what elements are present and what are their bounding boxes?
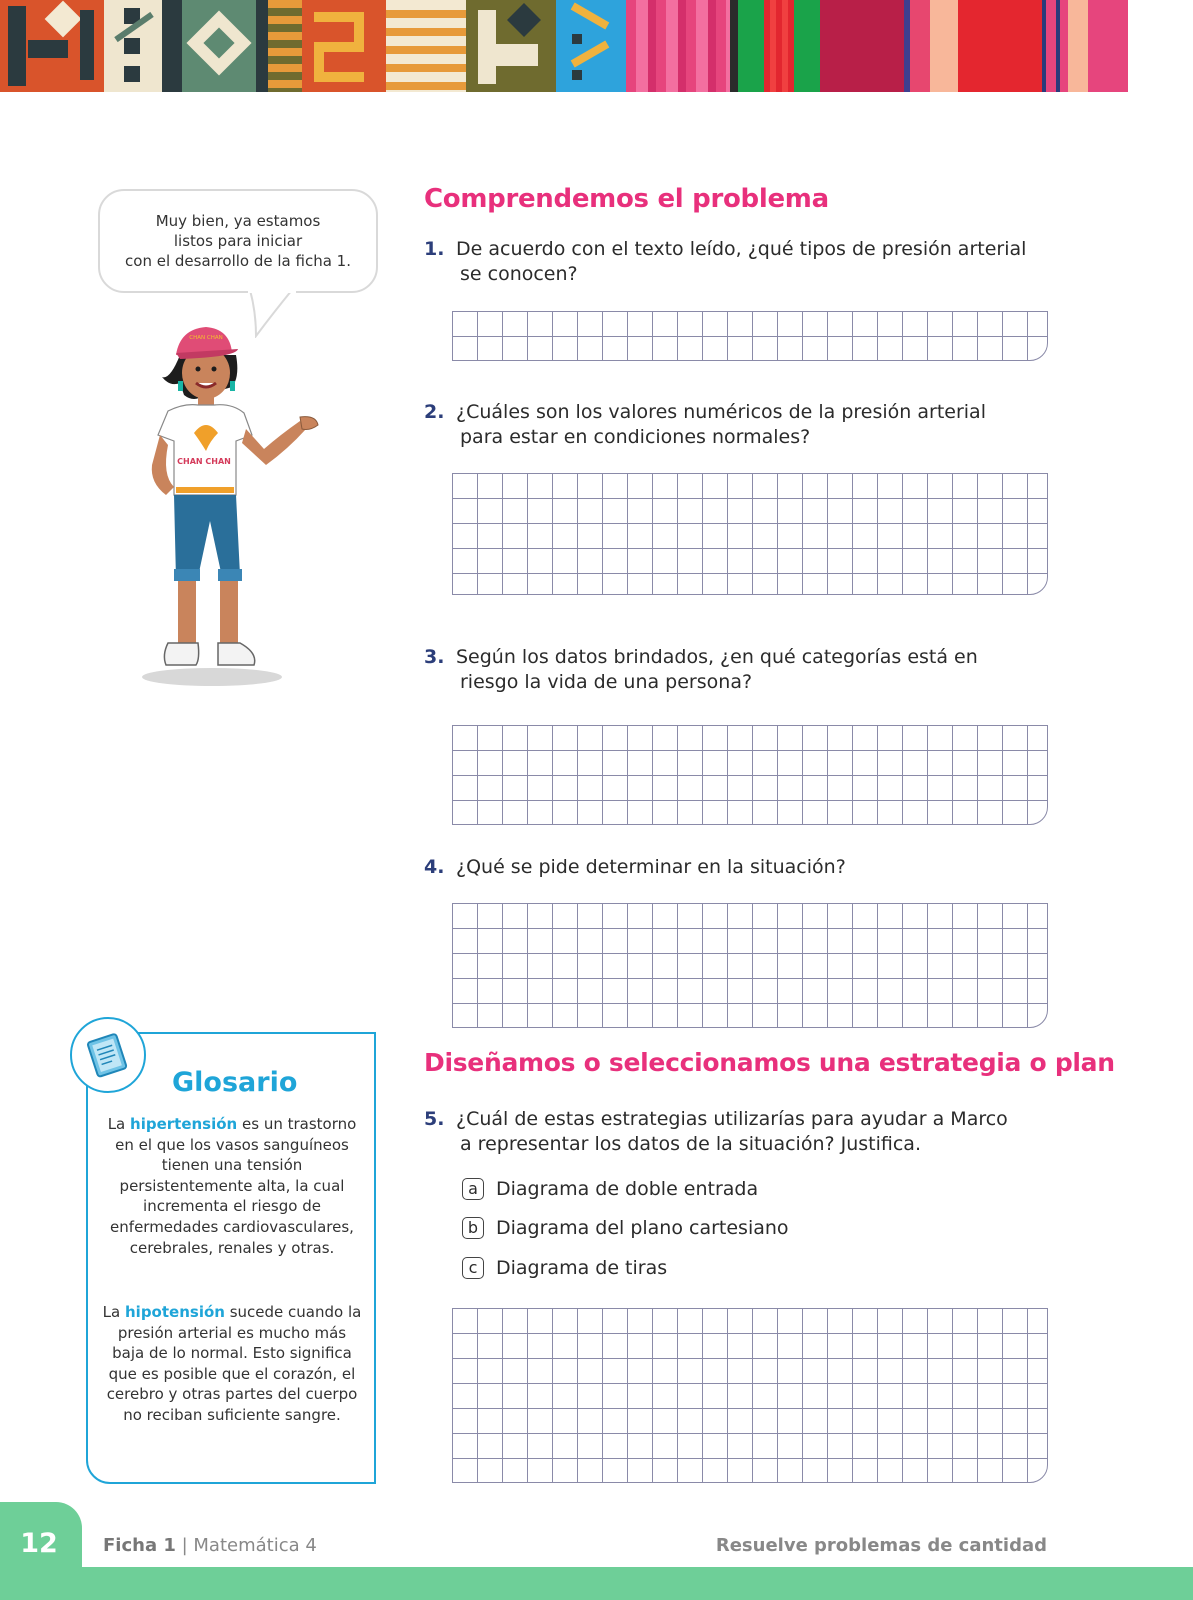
banner-stripe <box>1068 0 1088 92</box>
glossary-title: Glosario <box>172 1067 298 1098</box>
question-4 <box>424 855 1044 880</box>
banner-stripe <box>1088 0 1128 92</box>
section-title-disenamos: Diseñamos o seleccionamos una estrategia o plan <box>424 1048 1115 1077</box>
question-number: 1. <box>424 238 445 260</box>
glossary-paragraph-hipertension <box>100 1114 364 1258</box>
question-text-line1: Según los datos brindados, ¿en qué categorías está en <box>456 646 978 668</box>
bubble-line: listos para iniciar <box>173 232 303 250</box>
question-text-line1: ¿Qué se pide determinar en la situación? <box>456 856 846 878</box>
footer-ficha-label <box>103 1535 317 1556</box>
banner-stripe <box>764 0 794 92</box>
question-number: 5. <box>424 1108 445 1130</box>
banner-stripe <box>0 0 104 92</box>
cap-logo-text: CHAN CHAN <box>189 335 223 341</box>
banner-stripe <box>738 0 764 92</box>
answer-grid-4[interactable] <box>452 903 1048 1028</box>
banner-stripe <box>162 0 182 92</box>
answer-grid-1[interactable] <box>452 311 1048 361</box>
book-icon <box>72 1019 144 1091</box>
question-text-line2: se conocen? <box>460 263 578 285</box>
glossary-term: hipertensión <box>130 1115 238 1133</box>
option-b[interactable] <box>462 1216 789 1240</box>
banner-stripe <box>256 0 268 92</box>
ficha-label: Ficha 1 <box>103 1535 176 1556</box>
question-text-line1: De acuerdo con el texto leído, ¿qué tipos de presión arterial <box>456 238 1027 260</box>
decorative-textile-banner <box>0 0 1193 92</box>
banner-stripe <box>386 0 466 92</box>
question-text-line2: a representar los datos de la situación? Justifica. <box>460 1133 921 1155</box>
banner-stripe <box>794 0 820 92</box>
question-2 <box>424 400 1044 450</box>
option-text: Diagrama de tiras <box>496 1257 668 1279</box>
glossary-term: hipotensión <box>125 1303 225 1321</box>
option-letter-badge: c <box>462 1257 484 1279</box>
banner-stripe <box>182 0 256 92</box>
shirt-logo-text: CHAN CHAN <box>177 457 231 466</box>
speech-bubble-text <box>100 211 376 271</box>
glossary-text: es un trastorno en el que los vasos sanguíneos tienen una tensión persistentemente alta, la cual incrementa el riesgo de enfermedades cardiovasculares, cerebrales, renales y otras. <box>110 1115 357 1257</box>
footer-separator: | <box>175 1535 194 1556</box>
answer-grid-3[interactable] <box>452 725 1048 825</box>
glossary-paragraph-hipotension <box>100 1302 364 1426</box>
option-text: Diagrama del plano cartesiano <box>496 1217 789 1239</box>
banner-stripe <box>268 0 302 92</box>
option-c[interactable] <box>462 1256 667 1280</box>
question-text-line1: ¿Cuál de estas estrategias utilizarías para ayudar a Marco <box>456 1108 1008 1130</box>
section-title-comprendemos: Comprendemos el problema <box>424 184 829 214</box>
question-text-line2: riesgo la vida de una persona? <box>460 671 753 693</box>
option-letter-badge: b <box>462 1217 484 1239</box>
glossary-text: La <box>107 1115 131 1133</box>
banner-stripe <box>302 0 386 92</box>
answer-grid-2[interactable] <box>452 473 1048 595</box>
question-number: 4. <box>424 856 445 878</box>
bubble-line: Muy bien, ya estamos <box>155 212 321 230</box>
banner-stripe <box>466 0 556 92</box>
banner-stripe <box>1042 0 1068 92</box>
question-3 <box>424 645 1044 695</box>
banner-stripe <box>556 0 626 92</box>
question-number: 2. <box>424 401 445 423</box>
page-number: 12 <box>20 1528 58 1559</box>
glossary-icon-circle <box>70 1017 146 1093</box>
option-text: Diagrama de doble entrada <box>496 1178 759 1200</box>
question-1 <box>424 237 1044 287</box>
banner-stripe <box>730 0 738 92</box>
banner-stripe <box>910 0 930 92</box>
question-5 <box>424 1107 1044 1157</box>
footer-competency-label: Resuelve problemas de cantidad <box>715 1535 1047 1556</box>
question-number: 3. <box>424 646 445 668</box>
banner-stripe <box>930 0 958 92</box>
question-text-line2: para estar en condiciones normales? <box>460 426 811 448</box>
option-letter-badge: a <box>462 1178 484 1200</box>
footer-bar <box>0 1567 1193 1600</box>
glossary-text: sucede cuando la presión arterial es mucho más baja de lo normal. Esto significa que es posible que el corazón, el cerebro y otras partes del cuerpo no reciban suficiente sangre. <box>106 1303 362 1424</box>
speech-bubble <box>98 189 378 293</box>
banner-stripe <box>820 0 904 92</box>
banner-stripe <box>626 0 730 92</box>
banner-stripe <box>958 0 1042 92</box>
question-text-line1: ¿Cuáles son los valores numéricos de la presión arterial <box>456 401 986 423</box>
girl-character-illustration <box>140 325 340 690</box>
banner-stripe <box>104 0 162 92</box>
subject-label: Matemática 4 <box>193 1535 317 1556</box>
option-a[interactable] <box>462 1177 758 1201</box>
answer-grid-5[interactable] <box>452 1308 1048 1483</box>
bubble-line: con el desarrollo de la ficha 1. <box>125 252 351 270</box>
glossary-text: La <box>102 1303 125 1321</box>
